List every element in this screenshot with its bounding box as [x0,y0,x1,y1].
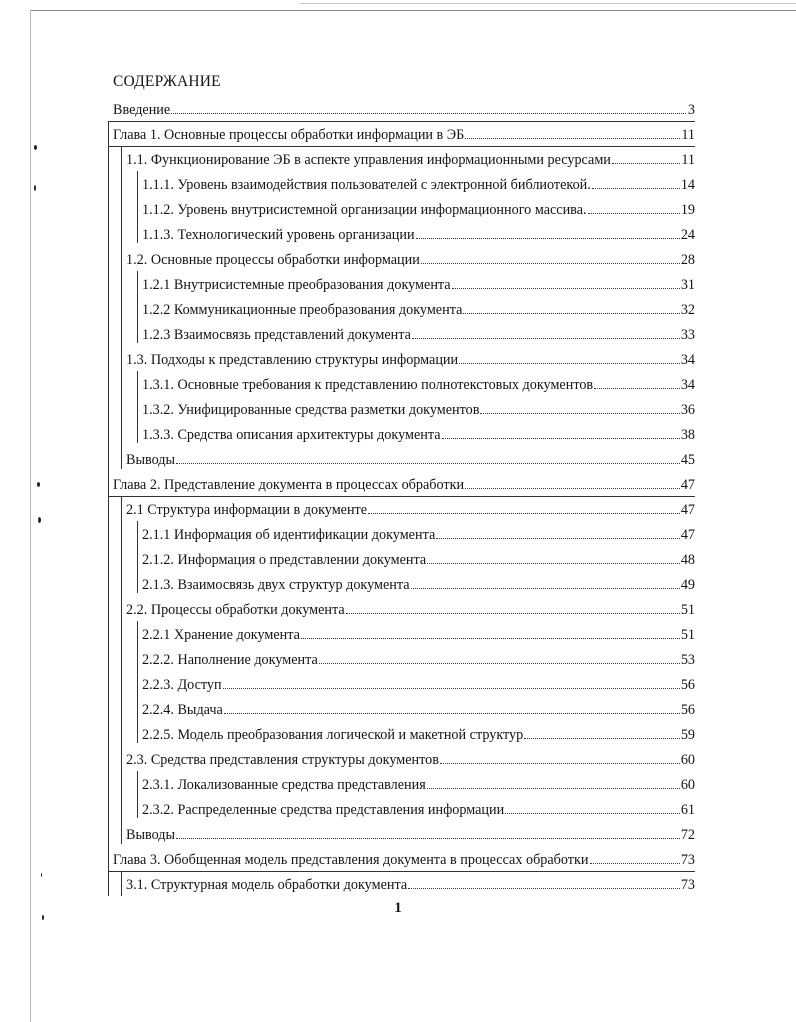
toc-leader-dots [590,851,680,864]
toc-leader-dots [459,351,680,364]
toc-entry-title: 2.2.2. Наполнение документа [142,652,318,668]
toc-leader-dots [176,826,680,839]
toc-entry-line [142,376,695,394]
toc-entry [0,422,796,447]
toc-leader-dots [588,201,680,214]
table-of-contents [0,97,796,897]
toc-entry [0,822,796,847]
toc-entry [0,697,796,722]
toc-leader-dots [346,601,680,614]
toc-entry [0,372,796,397]
toc-entry-line [113,126,695,144]
toc-leader-dots [524,726,680,739]
toc-entry-title: Глава 2. Представление документа в процессах обработки [113,477,465,493]
toc-leader-dots [408,876,680,889]
toc-entry [0,297,796,322]
toc-leader-dots [176,451,680,464]
toc-entry [0,347,796,372]
toc-entry-title: 1.1.1. Уровень взаимодействия пользователей с электронной библиотекой. [142,177,591,193]
toc-entry-title: 2.1 Структура информации в документе [126,502,368,518]
toc-entry-page: 11 [681,127,695,143]
toc-entry [0,97,796,122]
toc-entry-title: 2.3.1. Локализованные средства представления [142,777,426,793]
toc-title: СОДЕРЖАНИЕ [113,73,221,90]
toc-entry-page: 34 [680,352,695,368]
toc-leader-dots [612,151,680,164]
toc-entry-page: 47 [680,502,695,518]
toc-entry-page: 14 [680,177,695,193]
toc-leader-dots [465,476,680,489]
toc-leader-dots [465,126,680,139]
toc-entry-page: 51 [680,602,695,618]
toc-entry-page: 45 [680,452,695,468]
toc-entry [0,497,796,522]
toc-entry [0,572,796,597]
toc-entry [0,797,796,822]
toc-level0-rule [108,121,109,896]
toc-section-2-1-rule [137,521,138,593]
toc-entry [0,472,796,497]
toc-entry [0,322,796,347]
toc-entry-line [126,826,695,844]
toc-entry-page: 60 [680,777,695,793]
toc-leader-dots [436,526,680,539]
toc-leader-dots [223,676,680,689]
toc-entry-page: 60 [680,752,695,768]
toc-row-separator [108,121,695,122]
toc-entry-line [142,301,695,319]
toc-section-1-3-rule [137,371,138,443]
toc-entry-title: 2.2. Процессы обработки документа [126,602,345,618]
toc-entry-line [142,526,695,544]
toc-entry-line [142,426,695,444]
toc-entry-line [113,851,695,869]
toc-entry-title: 3.1. Структурная модель обработки документа [126,877,408,893]
toc-entry-title: 2.2.5. Модель преобразования логической и макетной структур [142,727,524,743]
toc-entry-page: 61 [680,802,695,818]
toc-leader-dots [442,426,680,439]
toc-entry-page: 32 [680,302,695,318]
toc-entry-title: 2.2.4. Выдача [142,702,223,718]
toc-entry-title: 2.1.2. Информация о представлении документа [142,552,427,568]
toc-leader-dots [592,176,680,189]
toc-entry-page: 19 [680,202,695,218]
toc-entry-title: Глава 3. Обобщенная модель представления документа в процессах обработки [113,852,589,868]
toc-leader-dots [411,576,680,589]
toc-entry-title: Выводы [126,452,176,468]
toc-entry-line [113,476,695,494]
toc-entry-line [142,576,695,594]
toc-entry [0,672,796,697]
page-number: 1 [394,900,402,916]
toc-entry-line [126,151,695,169]
toc-entry-title: 2.1.3. Взаимосвязь двух структур документа [142,577,410,593]
toc-entry-page: 51 [680,627,695,643]
toc-entry-line [142,651,695,669]
toc-leader-dots [301,626,680,639]
toc-entry-title: 1.1. Функционирование ЭБ в аспекте управления информационными ресурсами [126,152,611,168]
toc-entry-page: 3 [687,102,695,118]
toc-entry-title: 1.2.2 Коммуникационные преобразования документа [142,302,463,318]
toc-entry-line [126,451,695,469]
toc-leader-dots [594,376,680,389]
toc-leader-dots [368,501,680,514]
toc-entry-title: 1.2.1 Внутрисистемные преобразования документа [142,277,451,293]
toc-leader-dots [452,276,680,289]
toc-entry-page: 48 [680,552,695,568]
toc-entry-title: 2.3.2. Распределенные средства представления информации [142,802,505,818]
toc-entry-page: 56 [680,677,695,693]
toc-entry-line [142,676,695,694]
toc-section-2-2-rule [137,621,138,743]
toc-entry-page: 73 [680,852,695,868]
toc-entry-page: 24 [680,227,695,243]
toc-entry-line [126,751,695,769]
toc-entry-page: 36 [680,402,695,418]
toc-entry-line [142,226,695,244]
toc-entry-line [142,701,695,719]
toc-leader-dots [421,251,680,264]
toc-entry-line [126,251,695,269]
toc-entry-line [126,876,695,894]
toc-entry-line [142,401,695,419]
toc-entry [0,172,796,197]
toc-entry-title: 2.1.1 Информация об идентификации документа [142,527,436,543]
toc-entry-page: 31 [680,277,695,293]
toc-section-2-3-rule [137,771,138,818]
toc-entry-page: 47 [680,527,695,543]
toc-leader-dots [171,101,686,114]
toc-entry [0,847,796,872]
toc-entry [0,272,796,297]
toc-entry [0,447,796,472]
toc-entry-line [142,726,695,744]
toc-leader-dots [480,401,679,414]
toc-entry-title: 2.2.1 Хранение документа [142,627,300,643]
toc-entry-line [113,101,695,119]
toc-entry-title: 1.3. Подходы к представлению структуры информации [126,352,459,368]
toc-chapter3-rule [121,871,122,896]
toc-entry-page: 47 [680,477,695,493]
toc-entry-title: 1.2.3 Взаимосвязь представлений документа [142,327,411,343]
toc-chapter1-rule [121,146,122,469]
toc-entry-page: 56 [680,702,695,718]
toc-section-1-2-rule [137,271,138,343]
toc-leader-dots [427,776,680,789]
toc-leader-dots [440,751,680,764]
page-frame-top-edge [30,10,796,11]
toc-entry-page: 38 [680,427,695,443]
toc-entry-title: Глава 1. Основные процессы обработки информации в ЭБ [113,127,465,143]
toc-entry-page: 53 [680,652,695,668]
toc-entry-title: 1.3.1. Основные требования к представлению полнотекстовых документов [142,377,594,393]
page-frame-top-edge-outer [300,3,796,4]
toc-entry-line [142,201,695,219]
toc-entry-line [142,276,695,294]
toc-leader-dots [224,701,680,714]
toc-entry [0,147,796,172]
toc-entry-page: 73 [680,877,695,893]
toc-row-separator [108,871,695,872]
toc-entry-page: 11 [681,152,695,168]
toc-row-separator [108,146,695,147]
toc-entry-page: 33 [680,327,695,343]
toc-entry-page: 59 [680,727,695,743]
toc-entry-line [142,551,695,569]
toc-entry [0,622,796,647]
toc-entry-title: 1.1.3. Технологический уровень организации [142,227,415,243]
toc-row-separator [108,496,695,497]
toc-leader-dots [416,226,680,239]
toc-entry-line [126,501,695,519]
toc-entry-title: 1.2. Основные процессы обработки информации [126,252,420,268]
toc-leader-dots [427,551,680,564]
toc-entry-title: 1.3.2. Унифицированные средства разметки документов [142,402,480,418]
toc-leader-dots [412,326,680,339]
toc-entry [0,197,796,222]
toc-entry-title: 2.2.3. Доступ [142,677,222,693]
toc-leader-dots [463,301,679,314]
toc-entry [0,122,796,147]
toc-entry [0,872,796,897]
toc-entry [0,222,796,247]
toc-entry [0,647,796,672]
toc-entry-title: 1.1.2. Уровень внутрисистемной организации информационного массива. [142,202,587,218]
toc-chapter2-rule [121,496,122,844]
toc-entry-title: 1.3.3. Средства описания архитектуры документа [142,427,441,443]
toc-entry-title: Введение [113,102,171,118]
toc-entry-title: 2.3. Средства представления структуры документов [126,752,439,768]
toc-entry-page: 72 [680,827,695,843]
toc-entry [0,772,796,797]
toc-entry [0,522,796,547]
toc-entry-line [142,626,695,644]
toc-entry [0,547,796,572]
toc-entry-line [126,601,695,619]
toc-entry [0,722,796,747]
toc-leader-dots [319,651,680,664]
toc-entry-line [142,801,695,819]
toc-entry-page: 49 [680,577,695,593]
toc-entry-page: 34 [680,377,695,393]
toc-entry-page: 28 [680,252,695,268]
toc-entry-line [142,776,695,794]
toc-entry [0,747,796,772]
toc-entry-line [142,176,695,194]
toc-entry [0,247,796,272]
toc-entry-line [142,326,695,344]
toc-entry [0,597,796,622]
toc-entry-title: Выводы [126,827,176,843]
toc-entry-line [126,351,695,369]
toc-entry [0,397,796,422]
toc-leader-dots [505,801,680,814]
toc-section-1-1-rule [137,171,138,243]
